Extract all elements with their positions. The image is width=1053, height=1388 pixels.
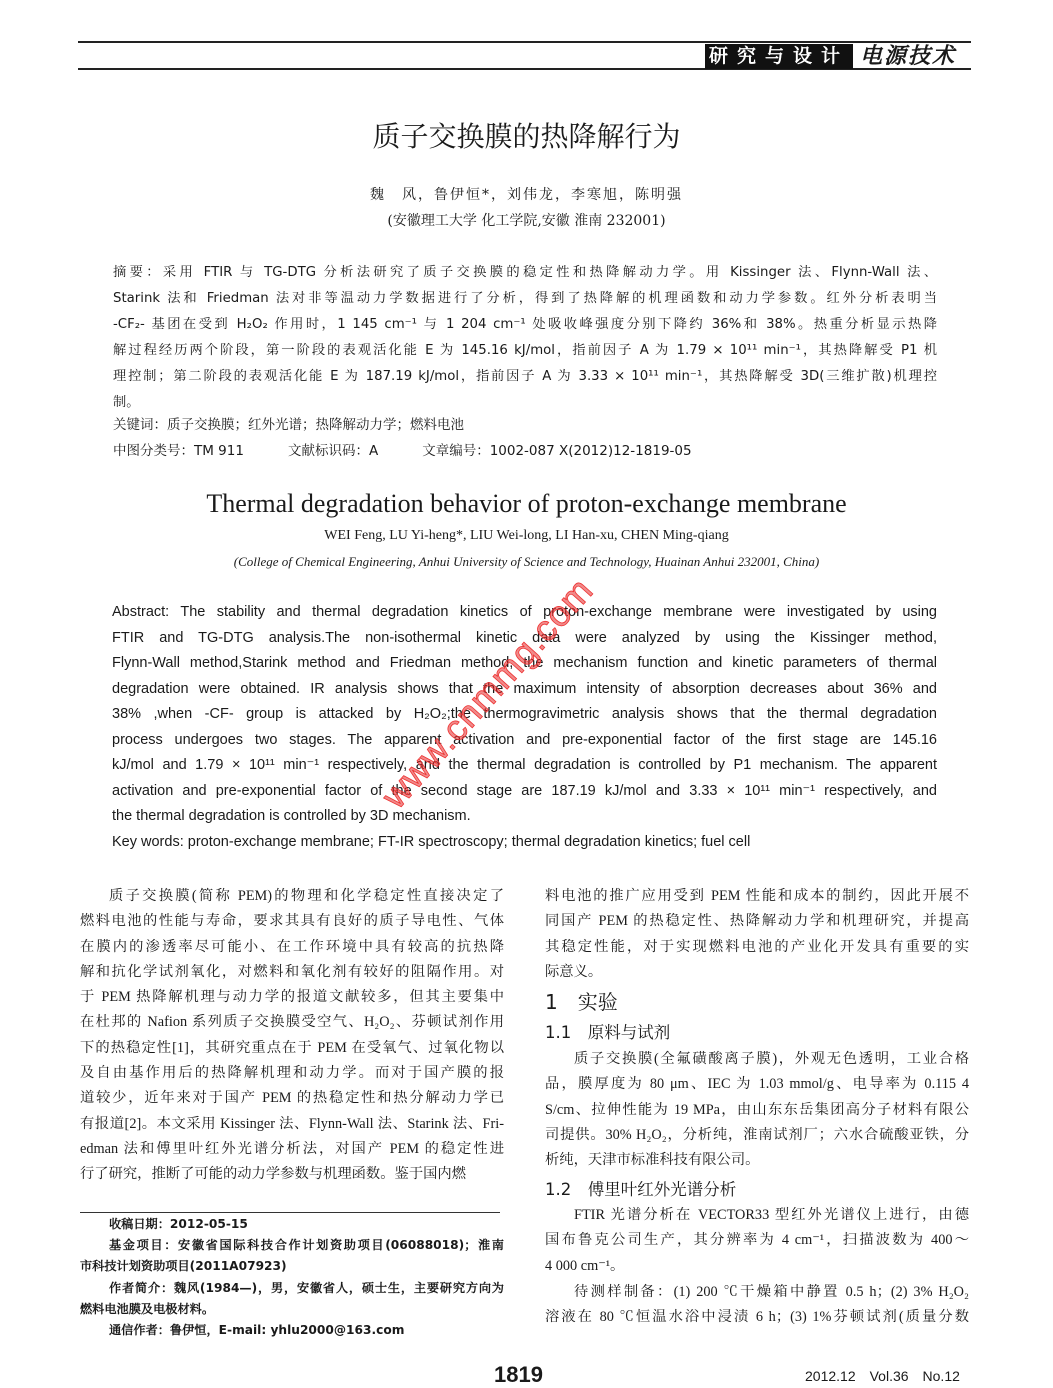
text-line: activation and pre-exponential factor of the second stage are 187.19 kJ/mol and 3.33 × 10¹¹ min⁻¹ respectively, and bbox=[112, 782, 937, 799]
text-line: 4 000 cm⁻¹。 bbox=[545, 1257, 625, 1274]
section-label: 研究与设计 bbox=[705, 44, 853, 69]
document-code: 文献标识码：A bbox=[287, 443, 379, 459]
text-line: 际意义。 bbox=[545, 963, 603, 980]
keywords-cn: 关键词：质子交换膜；红外光谱；热降解动力学；燃料电池 bbox=[113, 417, 464, 433]
affiliation-cn: (安徽理工大学 化工学院,安徽 淮南 232001) bbox=[387, 213, 666, 229]
text-line: 制。 bbox=[113, 395, 140, 410]
text-line: 解过程经历两个阶段，第一阶段的表观活化能 E 为 145.16 kJ/mol，指前因子 A 为 1.79 × 10¹¹ min⁻¹，其热降解受 P1 机 bbox=[113, 343, 937, 358]
text-line: 燃料电池的性能与寿命，要求其具有良好的质子导电性、气体 bbox=[80, 913, 504, 930]
text-line: 道较少，近年来对于国产 PEM 的热稳定性和热分解动力学已 bbox=[80, 1090, 504, 1107]
sample-prep-paragraph bbox=[545, 1280, 969, 1331]
text-line: 下的热稳定性[1]，其研究重点在于 PEM 在受氧气、过氧化物以 bbox=[80, 1039, 504, 1056]
text-line: 38% ,when -CF- group is attacked by H₂O₂;the thermogravimetric analysis shows that the thermal degradation bbox=[112, 706, 937, 722]
text-line: S/cm、拉伸性能为 19 MPa，由山东东岳集团高分子材料有限公 bbox=[545, 1101, 969, 1118]
text-line: kJ/mol and 1.79 × 10¹¹ min⁻¹ respectively, and the thermal degradation is controlled by P1 mechanism. The apparent bbox=[112, 757, 937, 773]
title-en: Thermal degradation behavior of proton-exchange membrane bbox=[206, 489, 847, 518]
body-left-column bbox=[80, 884, 504, 1188]
text-line: Starink 法和 Friedman 法对非等温动力学数据进行了分析，得到了热降解的机理函数和动力学参数。红外分析表明当 bbox=[113, 291, 937, 306]
keywords-en: Key words: proton-exchange membrane; FT-IR spectroscopy; thermal degradation kinetics; fuel cell bbox=[112, 833, 751, 850]
text-line: -CF₂- 基团在受到 H₂O₂ 作用时，1 145 cm⁻¹ 与 1 204 cm⁻¹ 处吸收峰强度分别下降约 36%和 38%。热重分析显示热降 bbox=[113, 317, 937, 332]
text-line: 摘要：采用 FTIR 与 TG-DTG 分析法研究了质子交换膜的稳定性和热降解动力学。用 Kissinger 法、Flynn-Wall 法、 bbox=[113, 265, 937, 280]
text-line: 行了研究，推断了可能的动力学参数与机理函数。鉴于国内燃 bbox=[80, 1166, 467, 1183]
journal-logo: 电源技术 bbox=[860, 43, 957, 69]
text-line: 国布鲁克公司生产，其分辨率为 4 cm⁻¹，扫描波数为 400～ bbox=[545, 1232, 969, 1249]
footnote-fund: 基金项目：安徽省国际科技合作计划资助项目(06088018)；淮南 bbox=[109, 1238, 504, 1253]
text-line: 在膜内的渗透率尽可能小、在工作环境中具有较高的抗热降 bbox=[80, 938, 504, 955]
text-line: 品，膜厚度为 80 μm、IEC 为 1.03 mmol/g、电导率为 0.115 4 bbox=[545, 1076, 969, 1093]
text-line: Flynn-Wall method,Starink method and Friedman method, the mechanism function and kinetic parameters of thermal bbox=[112, 655, 937, 671]
text-line: the thermal degradation is controlled by 3D mechanism. bbox=[112, 808, 471, 824]
text-line: 其稳定性能，对于实现燃料电池的产业化开发具有重要的实 bbox=[545, 938, 969, 955]
affiliation-en: (College of Chemical Engineering, Anhui University of Science and Technology, Huainan Anhui 232001, China) bbox=[233, 554, 820, 569]
footnote-bio: 作者简介：魏风(1984—)，男，安徽省人，硕士生，主要研究方向为 bbox=[109, 1280, 504, 1295]
body-right-intro bbox=[545, 884, 969, 985]
authors-en: WEI Feng, LU Yi-heng*, LIU Wei-long, LI Han-xu, CHEN Ming-qiang bbox=[324, 528, 729, 543]
footnotes bbox=[80, 1214, 504, 1341]
abstract-cn bbox=[113, 260, 937, 416]
text-line: 析纯，天津市标准科技有限公司。 bbox=[545, 1152, 760, 1169]
footnote-divider bbox=[80, 1212, 500, 1213]
classification bbox=[113, 438, 813, 464]
footnote-received: 收稿日期：2012-05-15 bbox=[109, 1217, 248, 1231]
text-line: 料电池的推广应用受到 PEM 性能和成本的制约，因此开展不 bbox=[545, 888, 969, 904]
footnote-fund-cont: 市科技计划资助项目(2011A07923) bbox=[80, 1259, 287, 1274]
authors-cn: 魏 风，鲁伊恒*，刘伟龙，李寒旭，陈明强 bbox=[370, 187, 683, 203]
text-line: FTIR 光谱分析在 VECTOR33 型红外光谱仪上进行，由德 bbox=[574, 1207, 969, 1223]
watermark: www.cnmmg.com bbox=[373, 569, 602, 817]
issue-info: 2012.12 Vol.36 No.12 bbox=[805, 1368, 960, 1384]
text-line: FTIR and TG-DTG analysis.The non-isothermal kinetic data were analyzed by using the Kissinger method, bbox=[112, 629, 937, 646]
materials-paragraph bbox=[545, 1047, 969, 1173]
text-line: 理控制；第二阶段的表观活化能 E 为 187.19 kJ/mol，指前因子 A 为 3.33 × 10¹¹ min⁻¹，其热降解受 3D(三维扩散)机理控 bbox=[113, 369, 937, 384]
text-line: edman 法和傅里叶红外光谱分析法，对国产 PEM 的稳定性进 bbox=[80, 1140, 504, 1157]
footnote-bio-cont: 燃料电池膜及电极材料。 bbox=[80, 1301, 215, 1316]
text-line: 有报道[2]。本文采用 Kissinger 法、Flynn-Wall 法、Starink 法、Fri- bbox=[80, 1115, 504, 1132]
title-cn: 质子交换膜的热降解行为 bbox=[372, 120, 681, 153]
text-line: 及自由基作用后的热降解机理和动力学。而对于国产膜的报 bbox=[80, 1065, 504, 1082]
section-heading-1-2: 1.2 傅里叶红外光谱分析 bbox=[545, 1180, 737, 1199]
section-heading-1: 1 实验 bbox=[545, 990, 618, 1014]
text-line: 于 PEM 热降解机理与动力学的报道文献较多，但其主要集中 bbox=[80, 989, 504, 1006]
text-line: 质子交换膜(全氟磺酸离子膜)，外观无色透明，工业合格 bbox=[574, 1051, 969, 1067]
ftir-paragraph bbox=[545, 1203, 969, 1279]
text-line: 同国产 PEM 的热稳定性、热降解动力学和机理研究，并提高 bbox=[545, 913, 969, 930]
text-line: process undergoes two stages. The apparent activation and pre-exponential factor of the first stage are 145.16 bbox=[112, 731, 937, 748]
text-line: Abstract: The stability and thermal degradation kinetics of proton-exchange membrane were investigated by using bbox=[112, 604, 937, 620]
page-number: 1819 bbox=[494, 1362, 543, 1387]
footnote-corresponding: 通信作者：鲁伊恒，E-mail: yhlu2000@163.com bbox=[109, 1323, 405, 1338]
section-heading-1-1: 1.1 原料与试剂 bbox=[545, 1023, 671, 1042]
article-number: 文章编号：1002-087 X(2012)12-1819-05 bbox=[422, 443, 692, 459]
text-line: degradation were obtained. IR analysis shows that the maximum intensity of absorption decreases about 36% and bbox=[112, 680, 937, 697]
text-line: 在杜邦的 Nafion 系列质子交换膜受空气、H₂O₂、芬顿试剂作用 bbox=[80, 1014, 504, 1031]
text-line: 待测样制备：(1) 200 ℃干燥箱中静置 0.5 h；(2) 3% H₂O₂ bbox=[574, 1284, 969, 1300]
text-line: 质子交换膜(简称 PEM)的物理和化学稳定性直接决定了 bbox=[109, 888, 504, 904]
clc-number: 中图分类号：TM 911 bbox=[113, 443, 244, 459]
text-line: 司提供。30% H₂O₂，分析纯，淮南试剂厂；六水合硫酸亚铁，分 bbox=[545, 1126, 969, 1143]
text-line: 溶液在 80 ℃恒温水浴中浸渍 6 h；(3) 1%芬顿试剂(质量分数 bbox=[545, 1309, 969, 1326]
text-line: 解和抗化学试剂氧化，对燃料和氧化剂有较好的阻隔作用。对 bbox=[80, 963, 504, 980]
header-rule-top bbox=[78, 41, 971, 43]
